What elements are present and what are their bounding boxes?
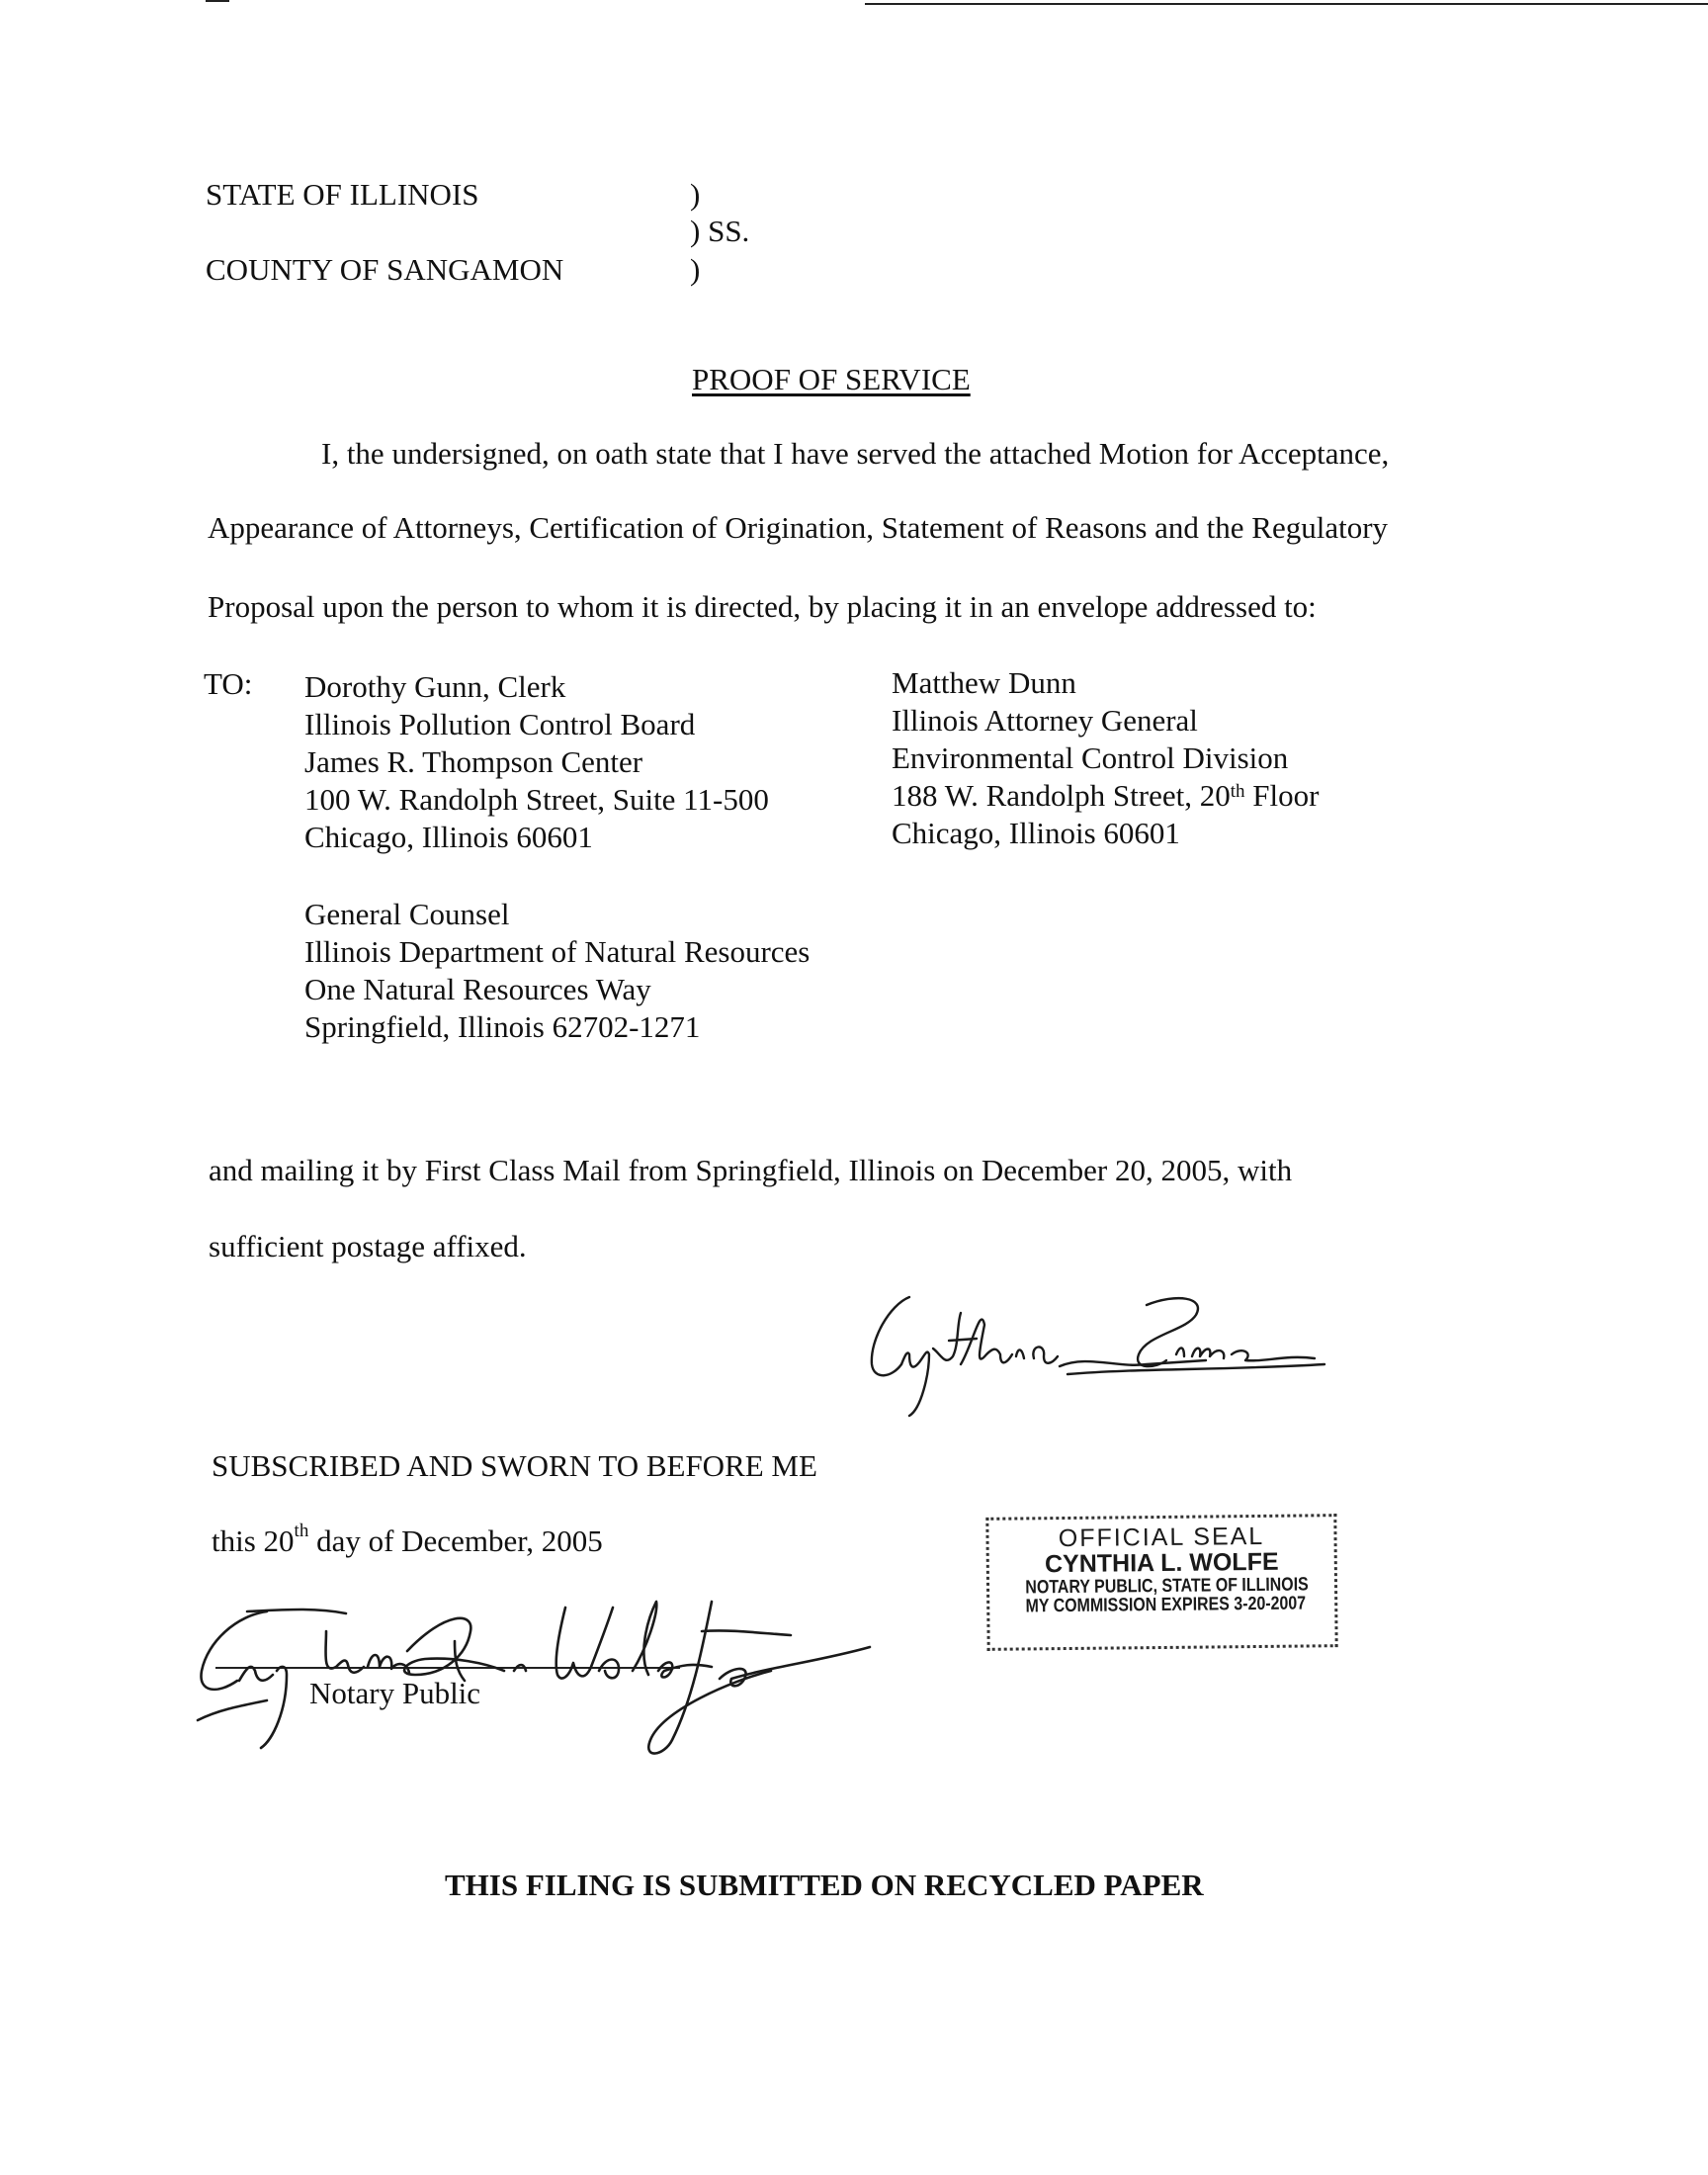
recipient-attorney-general bbox=[892, 664, 1319, 852]
venue-county: COUNTY OF SANGAMON bbox=[206, 252, 564, 287]
seal-title: OFFICIAL SEAL bbox=[1058, 1522, 1265, 1553]
recipient-line: Dorothy Gunn, Clerk bbox=[304, 669, 566, 704]
recipient-line: Springfield, Illinois 62702-1271 bbox=[304, 1009, 701, 1044]
date-post: day of December, 2005 bbox=[308, 1523, 603, 1558]
recipient-line: Matthew Dunn bbox=[892, 665, 1076, 700]
notary-public-label: Notary Public bbox=[309, 1676, 481, 1710]
to-label: TO: bbox=[204, 666, 253, 701]
mailing-line-2: sufficient postage affixed. bbox=[209, 1229, 527, 1263]
recipient-line: James R. Thompson Center bbox=[304, 744, 643, 779]
recipient-line: General Counsel bbox=[304, 897, 510, 931]
venue-paren-top: ) bbox=[690, 177, 701, 212]
recipient-line: 100 W. Randolph Street, Suite 11-500 bbox=[304, 782, 769, 817]
signer-signature bbox=[850, 1285, 1364, 1424]
floor-pre: 188 W. Randolph Street, 20 bbox=[892, 778, 1231, 813]
official-seal-stamp bbox=[985, 1514, 1337, 1651]
venue-paren-ss: ) SS. bbox=[690, 214, 750, 248]
top-edge-line-right bbox=[865, 3, 1708, 5]
recipient-line: Chicago, Illinois 60601 bbox=[892, 816, 1180, 850]
recipient-line: Illinois Department of Natural Resources bbox=[304, 934, 811, 969]
venue-paren-bottom: ) bbox=[690, 252, 701, 287]
seal-expiry-line: MY COMMISSION EXPIRES 3-20-2007 bbox=[1025, 1593, 1307, 1617]
body-line-1: I, the undersigned, on oath state that I have served the attached Motion for Acceptance, bbox=[321, 436, 1390, 471]
recipient-line: Environmental Control Division bbox=[892, 740, 1289, 775]
recipient-floor-line bbox=[892, 777, 1319, 815]
subscribed-line: SUBSCRIBED AND SWORN TO BEFORE ME bbox=[212, 1448, 817, 1483]
recipient-clerk bbox=[304, 668, 769, 856]
body-line-2: Appearance of Attorneys, Certification of Origination, Statement of Reasons and the Regulatory bbox=[208, 510, 1389, 545]
recipient-line: One Natural Resources Way bbox=[304, 972, 651, 1006]
notary-date-line bbox=[212, 1521, 603, 1558]
venue-state: STATE OF ILLINOIS bbox=[206, 177, 479, 212]
recipient-line: Illinois Attorney General bbox=[892, 703, 1198, 738]
seal-name: CYNTHIA L. WOLFE bbox=[1044, 1548, 1279, 1579]
mailing-line-1: and mailing it by First Class Mail from Springfield, Illinois on December 20, 2005, with bbox=[209, 1153, 1293, 1187]
floor-post: Floor bbox=[1244, 778, 1320, 813]
top-edge-mark-left bbox=[206, 0, 229, 2]
date-sup: th bbox=[294, 1521, 309, 1541]
recycled-paper-footer: THIS FILING IS SUBMITTED ON RECYCLED PAPER bbox=[445, 1868, 1204, 1902]
floor-sup: th bbox=[1230, 781, 1245, 802]
notary-signature bbox=[178, 1572, 949, 1770]
recipient-line: Illinois Pollution Control Board bbox=[304, 707, 696, 741]
page-title: PROOF OF SERVICE bbox=[692, 362, 971, 396]
recipient-line: Chicago, Illinois 60601 bbox=[304, 820, 593, 854]
seal-notary-line: NOTARY PUBLIC, STATE OF ILLINOIS bbox=[1025, 1573, 1309, 1598]
date-pre: this 20 bbox=[212, 1523, 295, 1558]
recipient-idnr bbox=[304, 896, 810, 1046]
body-line-3: Proposal upon the person to whom it is directed, by placing it in an envelope addressed to: bbox=[208, 589, 1317, 624]
